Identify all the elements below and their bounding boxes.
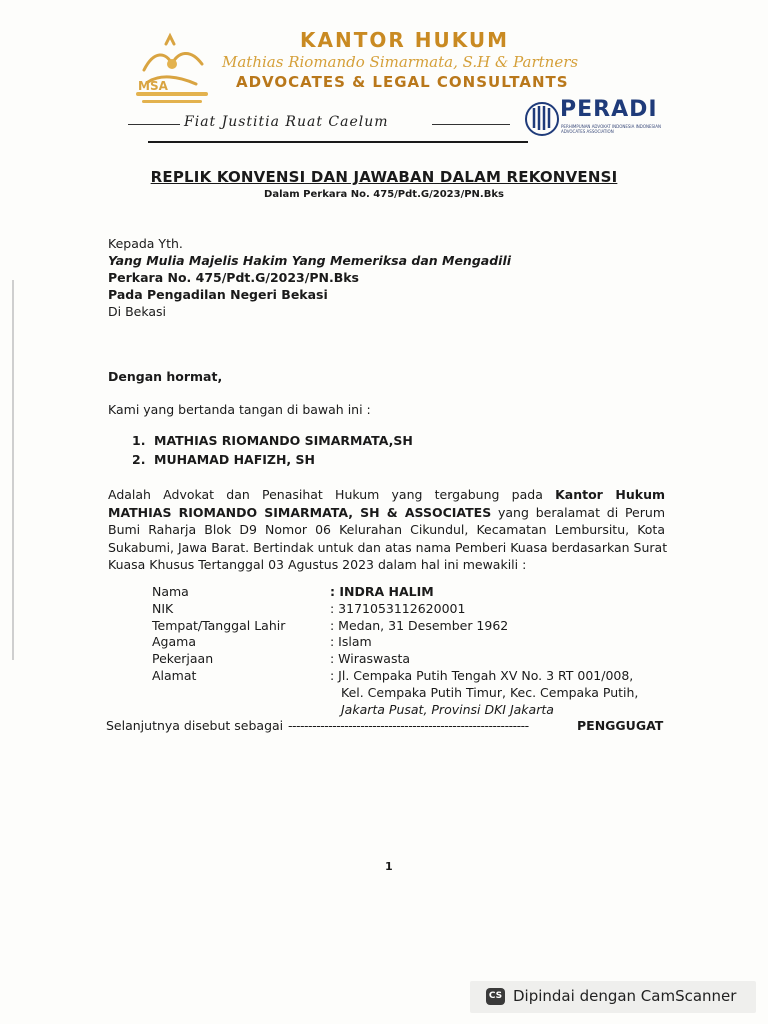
paragraph-line: MATHIAS RIOMANDO SIMARMATA, SH & ASSOCIATES yang beralamat di Perum — [108, 504, 665, 520]
signatory-number: 2. — [132, 452, 146, 467]
identity-label-nik: NIK — [152, 601, 174, 616]
identity-label-agama: Agama — [152, 634, 196, 649]
case-number: Dalam Perkara No. 475/Pdt.G/2023/PN.Bks — [264, 189, 504, 200]
designation-label: Selanjutnya disebut sebagai — [106, 718, 284, 733]
greeting: Dengan hormat, — [108, 369, 223, 384]
paragraph-line: Bumi Raharja Blok D9 Nomor 06 Kelurahan Cikundul, Kecamatan Lembursitu, Kota — [108, 522, 665, 537]
identity-label-nama: Nama — [152, 584, 189, 599]
page-number: 1 — [385, 860, 393, 873]
motto: Fiat Justitia Ruat Caelum — [184, 114, 389, 130]
identity-label-ttl: Tempat/Tanggal Lahir — [152, 618, 286, 633]
addressee-line-5: Di Bekasi — [108, 304, 167, 319]
firm-name: KANTOR HUKUM — [300, 28, 509, 52]
representation-paragraph — [108, 486, 668, 574]
identity-value-alamat: Jakarta Pusat, Provinsi DKI Jakarta — [341, 702, 554, 717]
peradi-name: PERADI — [560, 97, 658, 122]
intro-line: Kami yang bertanda tangan di bawah ini : — [108, 402, 371, 417]
document-title: REPLIK KONVENSI DAN JAWABAN DALAM REKONVENSI — [150, 168, 618, 186]
identity-value-alamat: Kel. Cempaka Putih Timur, Kec. Cempaka Putih, — [341, 685, 639, 700]
firm-partners: Mathias Riomando Simarmata, S.H & Partners — [222, 53, 579, 71]
identity-value-ttl: : Medan, 31 Desember 1962 — [330, 618, 509, 633]
addressee-line-3: Perkara No. 475/Pdt.G/2023/PN.Bks — [108, 270, 359, 285]
firm-logo-icon — [126, 30, 218, 110]
signatory-number: 1. — [132, 433, 146, 448]
motto-left-rule — [128, 124, 180, 125]
identity-value-nik: : 3171053112620001 — [330, 601, 466, 616]
addressee-line-2: Yang Mulia Majelis Hakim Yang Memeriksa dan Mengadili — [108, 253, 512, 268]
scan-edge-shadow — [12, 280, 14, 660]
identity-value-alamat: : Jl. Cempaka Putih Tengah XV No. 3 RT 001/008, — [330, 668, 634, 683]
paragraph-line: Adalah Advokat dan Penasihat Hukum yang tergabung pada Kantor Hukum — [108, 487, 666, 502]
svg-text:MSA: MSA — [138, 79, 168, 93]
addressee-line-1: Kepada Yth. — [108, 236, 183, 251]
letterhead-rule — [148, 141, 528, 143]
peradi-logo-icon — [524, 98, 560, 140]
designation-dashes: ------------------------------------------------------------ — [288, 718, 529, 733]
paragraph-line: Sukabumi, Jawa Barat. Bertindak untuk dan atas nama Pemberi Kuasa berdasarkan Surat — [108, 539, 668, 555]
camscanner-icon: CS — [486, 988, 505, 1005]
designation-role: PENGGUGAT — [577, 718, 664, 733]
identity-label-alamat: Alamat — [152, 668, 197, 683]
identity-value-agama: : Islam — [330, 634, 372, 649]
signatory-name: MUHAMAD HAFIZH, SH — [154, 452, 315, 467]
signatory-name: MATHIAS RIOMANDO SIMARMATA,SH — [154, 433, 413, 448]
motto-right-rule — [432, 124, 510, 125]
camscanner-text: Dipindai dengan CamScanner — [513, 987, 737, 1005]
identity-value-nama: : INDRA HALIM — [330, 584, 434, 599]
identity-value-pekerjaan: : Wiraswasta — [330, 651, 411, 666]
identity-label-pekerjaan: Pekerjaan — [152, 651, 214, 666]
peradi-caption: PERHIMPUNAN ADVOKAT INDONESIA INDONESIAN ADVOCATES ASSOCIATION — [561, 124, 661, 134]
addressee-line-4: Pada Pengadilan Negeri Bekasi — [108, 287, 328, 302]
paragraph-line: Kuasa Khusus Tertanggal 03 Agustus 2023 dalam hal ini mewakili : — [108, 557, 527, 572]
firm-subtitle: ADVOCATES & LEGAL CONSULTANTS — [236, 73, 569, 91]
